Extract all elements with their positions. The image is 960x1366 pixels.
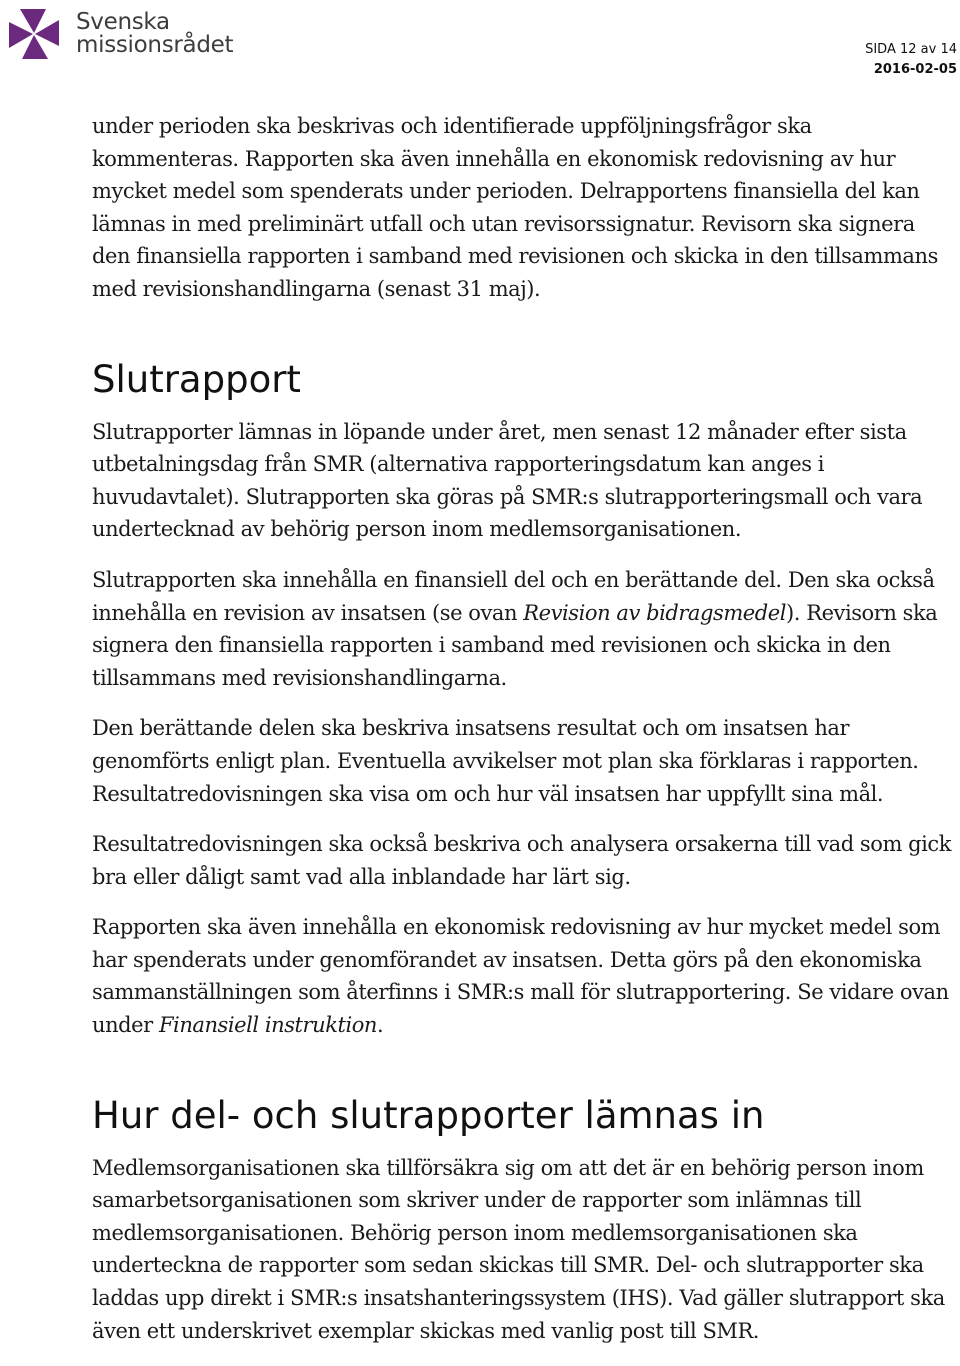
paragraph-intro: under perioden ska beskrivas och identifierade uppföljningsfrågor ska kommenteras. Rapporten ska även innehålla en ekonomisk redovisning av hur mycket medel som spenderats under perioden. Delrapportens finansiella del kan lämnas in med preliminärt utfall och utan revisorssignatur. Revisorn ska signera den finansiella rapporten i samband med revisionen och skicka in den tillsammans med revisionshandlingarna (senast 31 maj). bbox=[92, 114, 938, 301]
document-body bbox=[92, 110, 958, 1347]
paragraph-slutrapport-3: Den berättande delen ska beskriva insatsens resultat och om insatsen har genomförts enligt plan. Eventuella avvikelser mot plan ska förklaras i rapporten. Resultatredovisningen ska visa om och hur väl insatsen har uppfyllt sina mål. bbox=[92, 716, 919, 806]
paragraph-slutrapport-4: Resultatredovisningen ska också beskriva och analysera orsakerna till vad som gick bra eller dåligt samt vad alla inblandade har lärt sig. bbox=[92, 832, 951, 889]
paragraph-slutrapport-2-part-a: Slutrapporten ska innehålla en finansiell del och en berättande del. Den ska också innehålla en revision av insatsen (se ovan bbox=[92, 567, 935, 625]
paragraph-slutrapport-5-part-a: Rapporten ska även innehålla en ekonomisk redovisning av hur mycket medel som har spenderats under genomförandet av insatsen. Detta görs på den ekonomiska sammanställningen som återfinns i SMR:s mall för slutrapportering. Se vidare ovan under bbox=[92, 915, 949, 1038]
paragraph-slutrapport-5-part-b: . bbox=[377, 1013, 384, 1038]
logo-line-1: Svenska bbox=[76, 9, 170, 35]
paragraph-slutrapport-2-part-b: ). Revisorn ska signera den finansiella rapporten i samband med revisionen och skicka in den tillsammans med revisionshandlingarna. bbox=[92, 600, 938, 690]
logo-wordmark bbox=[76, 11, 233, 57]
reference-finansiell-instruktion: Finansiell instruktion bbox=[158, 1013, 377, 1038]
logo-line-2: missionsrådet bbox=[76, 32, 234, 58]
paragraph-hur-1: Medlemsorganisationen ska tillförsäkra sig om att det är en behörig person inom samarbetsorganisationen som skriver under de rapporter som inlämnas till medlemsorganisationen. Behörig person inom medlemsorganisationen ska underteckna de rapporter som sedan skickas till SMR. Del- och slutrapporter ska laddas upp direkt i SMR:s insatshanteringssystem (IHS). Vad gäller slutrapport ska även ett underskrivet exemplar skickas med vanlig post till SMR. bbox=[92, 1155, 945, 1343]
paragraph-slutrapport-5 bbox=[92, 911, 958, 1041]
reference-revision-av-bidragsmedel: Revision av bidragsmedel bbox=[523, 600, 787, 625]
page-meta bbox=[865, 40, 957, 80]
paragraph-slutrapport-2 bbox=[92, 564, 958, 694]
document-date: 2016-02-05 bbox=[873, 62, 957, 77]
logo-pinwheel-icon bbox=[6, 6, 62, 62]
paragraph-slutrapport-1: Slutrapporter lämnas in löpande under året, men senast 12 månader efter sista utbetalningsdag från SMR (alternativa rapporteringsdatum kan anges i huvudavtalet). Slutrapporten ska göras på SMR:s slutrapporteringsmall och vara undertecknad av behörig person inom medlemsorganisationen. bbox=[92, 419, 923, 542]
heading-hur-rapporter-lamnas-in: Hur del- och slutrapporter lämnas in bbox=[92, 1093, 765, 1137]
page-number: SIDA 12 av 14 bbox=[865, 42, 957, 57]
svenska-missionsradet-logo bbox=[6, 6, 233, 62]
heading-slutrapport: Slutrapport bbox=[92, 357, 301, 401]
